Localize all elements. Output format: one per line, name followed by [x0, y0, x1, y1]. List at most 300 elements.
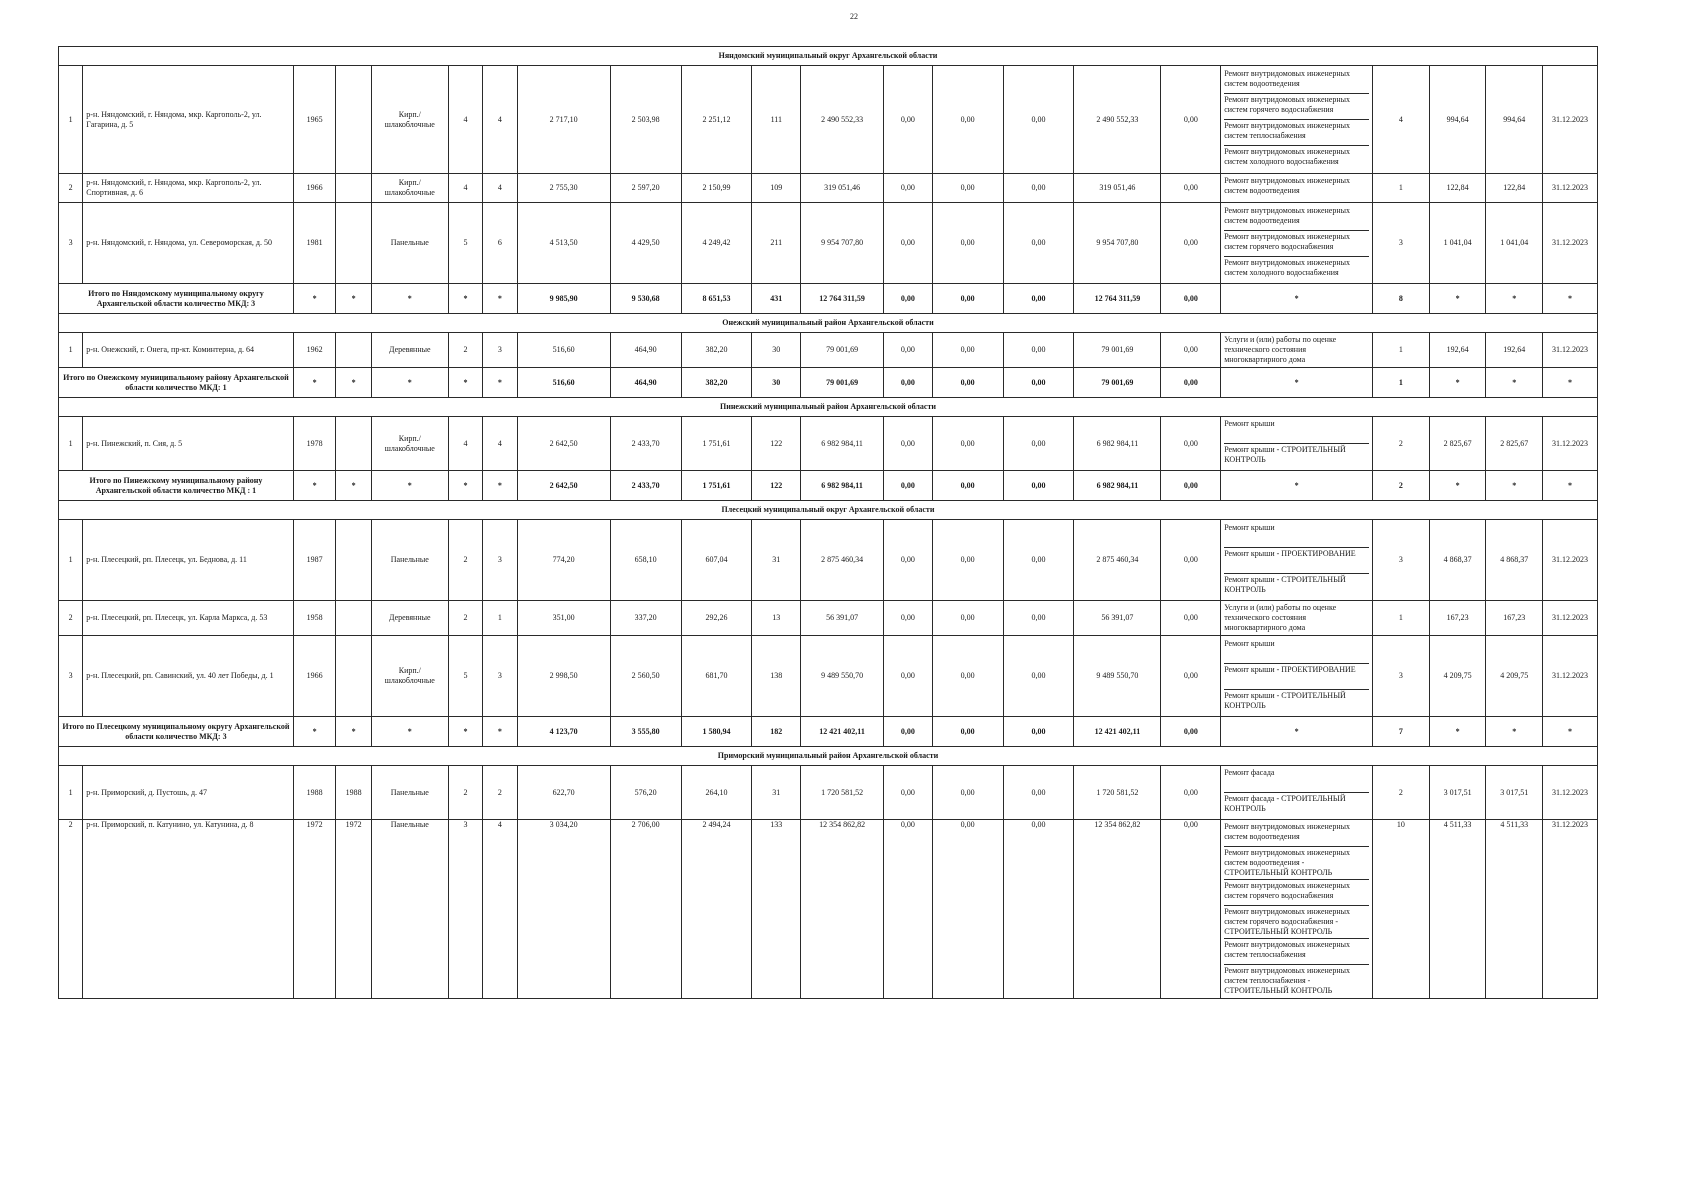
owner-funds-cell: 0,00 [1161, 417, 1221, 471]
wall-material-cell: Деревянные [371, 333, 448, 368]
regional-funds-cell: 0,00 [932, 601, 1003, 636]
total-total-cost-cell: 12 421 402,11 [801, 717, 884, 747]
commission-year-cell [336, 333, 371, 368]
total-living-area-cell: 464,90 [610, 368, 681, 398]
address-cell: р-н. Плесецкий, рп. Савинский, ул. 40 лет Победы, д. 1 [83, 636, 294, 717]
total-area-cell: 516,60 [517, 333, 610, 368]
asterisk-cell: * [336, 284, 371, 314]
floors-cell: 4 [448, 174, 482, 203]
works-cell [1221, 636, 1373, 717]
asterisk-cell: * [1543, 717, 1598, 747]
total-federal-funds-cell: 0,00 [884, 471, 933, 501]
total-living-area-cell: 3 555,80 [610, 717, 681, 747]
unit-cost-cell: 4 511,33 [1429, 820, 1486, 999]
works-cell [1221, 66, 1373, 174]
total-owner-funds-cell: 0,00 [1161, 471, 1221, 501]
total-cost-cell: 6 982 984,11 [801, 417, 884, 471]
completion-date-cell: 31.12.2023 [1543, 174, 1598, 203]
total-total-area-cell: 4 123,70 [517, 717, 610, 747]
total-cost-cell: 9 954 707,80 [801, 203, 884, 284]
residents-cell: 13 [752, 601, 801, 636]
work-item: Ремонт внутридомовых инженерных систем горячего водоснабжения - СТРОИТЕЛЬНЫЙ КОНТРОЛЬ [1224, 906, 1369, 939]
work-item: Ремонт крыши - ПРОЕКТИРОВАНИЕ [1224, 664, 1369, 690]
total-regional-funds-cell: 0,00 [932, 471, 1003, 501]
asterisk-cell: * [1429, 717, 1486, 747]
asterisk-cell: * [1221, 717, 1373, 747]
living-area-cell: 2 597,20 [610, 174, 681, 203]
row-number-cell: 1 [59, 333, 83, 368]
total-residential-area-cell: 8 651,53 [681, 284, 752, 314]
limit-cost-cell: 167,23 [1486, 601, 1543, 636]
completion-date-cell: 31.12.2023 [1543, 766, 1598, 820]
total-area-cell: 622,70 [517, 766, 610, 820]
asterisk-cell: * [293, 717, 336, 747]
row-number-cell: 1 [59, 766, 83, 820]
total-label: Итого по Онежскому муниципальному району Архангельской области количество МКД: 1 [59, 368, 294, 398]
build-year-cell: 1965 [293, 66, 336, 174]
build-year-cell: 1962 [293, 333, 336, 368]
living-area-cell: 2 503,98 [610, 66, 681, 174]
asterisk-cell: * [371, 471, 448, 501]
build-year-cell: 1972 [293, 820, 336, 999]
federal-funds-cell: 0,00 [884, 417, 933, 471]
unit-cost-cell: 994,64 [1429, 66, 1486, 174]
residential-area-cell: 264,10 [681, 766, 752, 820]
table-row [59, 601, 1598, 636]
total-residents-cell: 30 [752, 368, 801, 398]
section-title: Няндомский муниципальный округ Архангельской области [59, 47, 1598, 66]
unit-cost-cell: 167,23 [1429, 601, 1486, 636]
build-year-cell: 1958 [293, 601, 336, 636]
total-works-count-cell: 7 [1373, 717, 1430, 747]
work-item: Ремонт внутридомовых инженерных систем водоотведения [1224, 68, 1369, 94]
living-area-cell: 2 706,00 [610, 820, 681, 999]
asterisk-cell: * [371, 368, 448, 398]
table-row [59, 333, 1598, 368]
total-total-cost-cell: 12 764 311,59 [801, 284, 884, 314]
total-fund-cell: 12 764 311,59 [1074, 284, 1161, 314]
asterisk-cell: * [483, 368, 517, 398]
owner-funds-cell: 0,00 [1161, 333, 1221, 368]
row-number-cell: 3 [59, 636, 83, 717]
living-area-cell: 2 433,70 [610, 417, 681, 471]
entrances-cell: 4 [483, 820, 517, 999]
entrances-cell: 4 [483, 417, 517, 471]
table-row [59, 766, 1598, 820]
federal-funds-cell: 0,00 [884, 520, 933, 601]
works-count-cell: 10 [1373, 820, 1430, 999]
asterisk-cell: * [483, 471, 517, 501]
work-item: Ремонт внутридомовых инженерных систем водоотведения [1224, 821, 1369, 847]
living-area-cell: 337,20 [610, 601, 681, 636]
total-federal-funds-cell: 0,00 [884, 717, 933, 747]
asterisk-cell: * [371, 284, 448, 314]
total-residential-area-cell: 1 751,61 [681, 471, 752, 501]
residents-cell: 109 [752, 174, 801, 203]
regional-funds-cell: 0,00 [932, 820, 1003, 999]
address-cell: р-н. Приморский, д. Пустошь, д. 47 [83, 766, 294, 820]
row-number-cell: 2 [59, 174, 83, 203]
asterisk-cell: * [1429, 368, 1486, 398]
entrances-cell: 6 [483, 203, 517, 284]
works-count-cell: 2 [1373, 766, 1430, 820]
table-row [59, 820, 1598, 999]
works-count-cell: 3 [1373, 203, 1430, 284]
section-total-row [59, 284, 1598, 314]
asterisk-cell: * [1221, 471, 1373, 501]
completion-date-cell: 31.12.2023 [1543, 66, 1598, 174]
total-residents-cell: 431 [752, 284, 801, 314]
unit-cost-cell: 4 209,75 [1429, 636, 1486, 717]
total-cost-cell: 2 875 460,34 [801, 520, 884, 601]
address-cell: р-н. Приморский, п. Катунино, ул. Катунина, д. 8 [83, 820, 294, 999]
floors-cell: 2 [448, 333, 482, 368]
commission-year-cell [336, 417, 371, 471]
wall-material-cell: Кирп./ шлакоблочные [371, 66, 448, 174]
federal-funds-cell: 0,00 [884, 203, 933, 284]
row-number-cell: 2 [59, 601, 83, 636]
row-number-cell: 3 [59, 203, 83, 284]
row-number-cell: 1 [59, 417, 83, 471]
total-cost-cell: 2 490 552,33 [801, 66, 884, 174]
capital-repair-register-table [58, 46, 1598, 999]
work-item: Ремонт внутридомовых инженерных систем горячего водоснабжения [1224, 231, 1369, 257]
table-row [59, 203, 1598, 284]
asterisk-cell: * [1486, 471, 1543, 501]
limit-cost-cell: 3 017,51 [1486, 766, 1543, 820]
total-works-count-cell: 8 [1373, 284, 1430, 314]
total-fund-cell: 79 001,69 [1074, 368, 1161, 398]
commission-year-cell: 1988 [336, 766, 371, 820]
total-cost-cell: 12 354 862,82 [801, 820, 884, 999]
works-count-cell: 3 [1373, 636, 1430, 717]
residential-area-cell: 292,26 [681, 601, 752, 636]
total-label: Итого по Няндомскому муниципальному округу Архангельской области количество МКД: 3 [59, 284, 294, 314]
residents-cell: 31 [752, 520, 801, 601]
total-area-cell: 2 755,30 [517, 174, 610, 203]
work-item: Ремонт внутридомовых инженерных систем горячего водоснабжения [1224, 94, 1369, 120]
total-area-cell: 2 998,50 [517, 636, 610, 717]
commission-year-cell [336, 636, 371, 717]
total-federal-funds-cell: 0,00 [884, 368, 933, 398]
entrances-cell: 2 [483, 766, 517, 820]
section-title: Плесецкий муниципальный округ Архангельской области [59, 501, 1598, 520]
work-item: Услуги и (или) работы по оценке технического состояния многоквартирного дома [1224, 603, 1337, 632]
municipal-funds-cell: 0,00 [1003, 820, 1074, 999]
limit-cost-cell: 4 868,37 [1486, 520, 1543, 601]
regional-funds-cell: 0,00 [932, 766, 1003, 820]
work-item: Ремонт внутридомовых инженерных систем водоотведения [1224, 205, 1369, 231]
regional-funds-cell: 0,00 [932, 203, 1003, 284]
address-cell: р-н. Няндомский, г. Няндома, мкр. Каргополь-2, ул. Спортивная, д. 6 [83, 174, 294, 203]
limit-cost-cell: 122,84 [1486, 174, 1543, 203]
completion-date-cell: 31.12.2023 [1543, 820, 1598, 999]
fund-cell: 2 490 552,33 [1074, 66, 1161, 174]
floors-cell: 5 [448, 636, 482, 717]
section-title: Онежский муниципальный район Архангельской области [59, 314, 1598, 333]
unit-cost-cell: 192,64 [1429, 333, 1486, 368]
fund-cell: 79 001,69 [1074, 333, 1161, 368]
owner-funds-cell: 0,00 [1161, 766, 1221, 820]
works-cell [1221, 417, 1373, 471]
section-title: Пинежский муниципальный район Архангельской области [59, 398, 1598, 417]
wall-material-cell: Панельные [371, 203, 448, 284]
asterisk-cell: * [371, 717, 448, 747]
table-row [59, 520, 1598, 601]
section-total-row [59, 368, 1598, 398]
entrances-cell: 1 [483, 601, 517, 636]
table-row [59, 66, 1598, 174]
total-area-cell: 774,20 [517, 520, 610, 601]
section-header-row [59, 314, 1598, 333]
total-fund-cell: 12 421 402,11 [1074, 717, 1161, 747]
unit-cost-cell: 2 825,67 [1429, 417, 1486, 471]
federal-funds-cell: 0,00 [884, 766, 933, 820]
total-residents-cell: 182 [752, 717, 801, 747]
works-count-cell: 4 [1373, 66, 1430, 174]
residents-cell: 111 [752, 66, 801, 174]
works-cell [1221, 820, 1373, 999]
fund-cell: 12 354 862,82 [1074, 820, 1161, 999]
completion-date-cell: 31.12.2023 [1543, 333, 1598, 368]
work-item: Ремонт крыши - СТРОИТЕЛЬНЫЙ КОНТРОЛЬ [1224, 690, 1346, 710]
residents-cell: 133 [752, 820, 801, 999]
municipal-funds-cell: 0,00 [1003, 520, 1074, 601]
address-cell: р-н. Няндомский, г. Няндома, ул. Североморская, д. 50 [83, 203, 294, 284]
owner-funds-cell: 0,00 [1161, 174, 1221, 203]
owner-funds-cell: 0,00 [1161, 820, 1221, 999]
section-total-row [59, 471, 1598, 501]
address-cell: р-н. Плесецкий, рп. Плесецк, ул. Беднова, д. 11 [83, 520, 294, 601]
total-cost-cell: 79 001,69 [801, 333, 884, 368]
floors-cell: 4 [448, 66, 482, 174]
work-item: Ремонт внутридомовых инженерных систем теплоснабжения [1224, 939, 1369, 965]
total-total-area-cell: 9 985,90 [517, 284, 610, 314]
build-year-cell: 1978 [293, 417, 336, 471]
build-year-cell: 1966 [293, 174, 336, 203]
entrances-cell: 4 [483, 174, 517, 203]
address-cell: р-н. Пинежский, п. Сия, д. 5 [83, 417, 294, 471]
asterisk-cell: * [448, 471, 482, 501]
address-cell: р-н. Няндомский, г. Няндома, мкр. Каргополь-2, ул. Гагарина, д. 5 [83, 66, 294, 174]
federal-funds-cell: 0,00 [884, 601, 933, 636]
total-municipal-funds-cell: 0,00 [1003, 284, 1074, 314]
regional-funds-cell: 0,00 [932, 333, 1003, 368]
municipal-funds-cell: 0,00 [1003, 333, 1074, 368]
total-total-area-cell: 516,60 [517, 368, 610, 398]
wall-material-cell: Панельные [371, 766, 448, 820]
completion-date-cell: 31.12.2023 [1543, 601, 1598, 636]
row-number-cell: 1 [59, 520, 83, 601]
works-cell [1221, 601, 1373, 636]
floors-cell: 2 [448, 520, 482, 601]
completion-date-cell: 31.12.2023 [1543, 520, 1598, 601]
works-cell [1221, 520, 1373, 601]
row-number-cell: 2 [59, 820, 83, 999]
fund-cell: 56 391,07 [1074, 601, 1161, 636]
residents-cell: 31 [752, 766, 801, 820]
work-item: Ремонт фасада - СТРОИТЕЛЬНЫЙ КОНТРОЛЬ [1224, 794, 1346, 813]
residents-cell: 122 [752, 417, 801, 471]
asterisk-cell: * [1543, 368, 1598, 398]
wall-material-cell: Кирп./ шлакоблочные [371, 174, 448, 203]
build-year-cell: 1988 [293, 766, 336, 820]
total-label: Итого по Пинежскому муниципальному району Архангельской области количество МКД : 1 [59, 471, 294, 501]
entrances-cell: 3 [483, 636, 517, 717]
entrances-cell: 3 [483, 333, 517, 368]
wall-material-cell: Панельные [371, 520, 448, 601]
commission-year-cell [336, 520, 371, 601]
asterisk-cell: * [1221, 368, 1373, 398]
residential-area-cell: 2 494,24 [681, 820, 752, 999]
owner-funds-cell: 0,00 [1161, 66, 1221, 174]
wall-material-cell: Кирп./ шлакоблочные [371, 636, 448, 717]
address-cell: р-н. Онежский, г. Онега, пр-кт. Коминтерна, д. 64 [83, 333, 294, 368]
total-area-cell: 2 642,50 [517, 417, 610, 471]
wall-material-cell: Панельные [371, 820, 448, 999]
living-area-cell: 464,90 [610, 333, 681, 368]
asterisk-cell: * [336, 471, 371, 501]
limit-cost-cell: 4 209,75 [1486, 636, 1543, 717]
total-label: Итого по Плесецкому муниципальному округу Архангельской области количество МКД: 3 [59, 717, 294, 747]
total-cost-cell: 1 720 581,52 [801, 766, 884, 820]
total-total-cost-cell: 79 001,69 [801, 368, 884, 398]
fund-cell: 2 875 460,34 [1074, 520, 1161, 601]
municipal-funds-cell: 0,00 [1003, 203, 1074, 284]
limit-cost-cell: 4 511,33 [1486, 820, 1543, 999]
residents-cell: 30 [752, 333, 801, 368]
work-item: Ремонт фасада [1224, 767, 1369, 793]
asterisk-cell: * [1543, 284, 1598, 314]
total-area-cell: 351,00 [517, 601, 610, 636]
total-municipal-funds-cell: 0,00 [1003, 717, 1074, 747]
total-owner-funds-cell: 0,00 [1161, 284, 1221, 314]
asterisk-cell: * [1543, 471, 1598, 501]
residential-area-cell: 382,20 [681, 333, 752, 368]
work-item: Ремонт крыши - ПРОЕКТИРОВАНИЕ [1224, 548, 1369, 574]
work-item: Ремонт внутридомовых инженерных систем водоотведения - СТРОИТЕЛЬНЫЙ КОНТРОЛЬ [1224, 847, 1369, 880]
works-cell [1221, 333, 1373, 368]
floors-cell: 4 [448, 417, 482, 471]
total-living-area-cell: 9 530,68 [610, 284, 681, 314]
section-total-row [59, 717, 1598, 747]
fund-cell: 1 720 581,52 [1074, 766, 1161, 820]
floors-cell: 2 [448, 766, 482, 820]
completion-date-cell: 31.12.2023 [1543, 636, 1598, 717]
build-year-cell: 1966 [293, 636, 336, 717]
total-fund-cell: 6 982 984,11 [1074, 471, 1161, 501]
completion-date-cell: 31.12.2023 [1543, 417, 1598, 471]
federal-funds-cell: 0,00 [884, 174, 933, 203]
asterisk-cell: * [293, 471, 336, 501]
fund-cell: 9 489 550,70 [1074, 636, 1161, 717]
work-item: Ремонт крыши [1224, 638, 1369, 664]
page-number: 22 [850, 12, 858, 21]
total-residential-area-cell: 1 580,94 [681, 717, 752, 747]
asterisk-cell: * [293, 284, 336, 314]
section-header-row [59, 501, 1598, 520]
total-owner-funds-cell: 0,00 [1161, 717, 1221, 747]
federal-funds-cell: 0,00 [884, 636, 933, 717]
work-item: Услуги и (или) работы по оценке технического состояния многоквартирного дома [1224, 335, 1337, 364]
work-item: Ремонт внутридомовых инженерных систем теплоснабжения [1224, 120, 1369, 146]
asterisk-cell: * [483, 717, 517, 747]
total-area-cell: 3 034,20 [517, 820, 610, 999]
residents-cell: 211 [752, 203, 801, 284]
municipal-funds-cell: 0,00 [1003, 174, 1074, 203]
regional-funds-cell: 0,00 [932, 520, 1003, 601]
living-area-cell: 2 560,50 [610, 636, 681, 717]
total-total-cost-cell: 6 982 984,11 [801, 471, 884, 501]
asterisk-cell: * [483, 284, 517, 314]
commission-year-cell: 1972 [336, 820, 371, 999]
total-residents-cell: 122 [752, 471, 801, 501]
works-cell [1221, 174, 1373, 203]
work-item: Ремонт внутридомовых инженерных систем теплоснабжения - СТРОИТЕЛЬНЫЙ КОНТРОЛЬ [1224, 966, 1351, 995]
works-count-cell: 1 [1373, 601, 1430, 636]
unit-cost-cell: 122,84 [1429, 174, 1486, 203]
commission-year-cell [336, 601, 371, 636]
work-item: Ремонт внутридомовых инженерных систем водоотведения [1224, 176, 1351, 195]
owner-funds-cell: 0,00 [1161, 203, 1221, 284]
total-owner-funds-cell: 0,00 [1161, 368, 1221, 398]
total-works-count-cell: 1 [1373, 368, 1430, 398]
floors-cell: 5 [448, 203, 482, 284]
federal-funds-cell: 0,00 [884, 820, 933, 999]
asterisk-cell: * [1486, 368, 1543, 398]
owner-funds-cell: 0,00 [1161, 520, 1221, 601]
total-total-area-cell: 2 642,50 [517, 471, 610, 501]
commission-year-cell [336, 66, 371, 174]
works-count-cell: 3 [1373, 520, 1430, 601]
total-residential-area-cell: 382,20 [681, 368, 752, 398]
work-item: Ремонт крыши - СТРОИТЕЛЬНЫЙ КОНТРОЛЬ [1224, 574, 1346, 594]
residents-cell: 138 [752, 636, 801, 717]
asterisk-cell: * [448, 717, 482, 747]
unit-cost-cell: 1 041,04 [1429, 203, 1486, 284]
section-title: Приморский муниципальный район Архангельской области [59, 747, 1598, 766]
asterisk-cell: * [448, 368, 482, 398]
table-row [59, 636, 1598, 717]
limit-cost-cell: 2 825,67 [1486, 417, 1543, 471]
limit-cost-cell: 1 041,04 [1486, 203, 1543, 284]
completion-date-cell: 31.12.2023 [1543, 203, 1598, 284]
works-count-cell: 1 [1373, 333, 1430, 368]
row-number-cell: 1 [59, 66, 83, 174]
regional-funds-cell: 0,00 [932, 174, 1003, 203]
asterisk-cell: * [1221, 284, 1373, 314]
unit-cost-cell: 4 868,37 [1429, 520, 1486, 601]
section-header-row [59, 747, 1598, 766]
residential-area-cell: 1 751,61 [681, 417, 752, 471]
asterisk-cell: * [1429, 471, 1486, 501]
works-cell [1221, 203, 1373, 284]
table-row [59, 417, 1598, 471]
residential-area-cell: 2 251,12 [681, 66, 752, 174]
fund-cell: 9 954 707,80 [1074, 203, 1161, 284]
entrances-cell: 4 [483, 66, 517, 174]
work-item: Ремонт крыши [1224, 522, 1369, 548]
section-header-row [59, 47, 1598, 66]
residential-area-cell: 607,04 [681, 520, 752, 601]
table-row [59, 174, 1598, 203]
total-municipal-funds-cell: 0,00 [1003, 471, 1074, 501]
limit-cost-cell: 192,64 [1486, 333, 1543, 368]
work-item: Ремонт внутридомовых инженерных систем горячего водоснабжения [1224, 880, 1369, 906]
work-item: Ремонт внутридомовых инженерных систем холодного водоснабжения [1224, 147, 1351, 166]
commission-year-cell [336, 174, 371, 203]
work-item: Ремонт крыши [1224, 418, 1369, 444]
